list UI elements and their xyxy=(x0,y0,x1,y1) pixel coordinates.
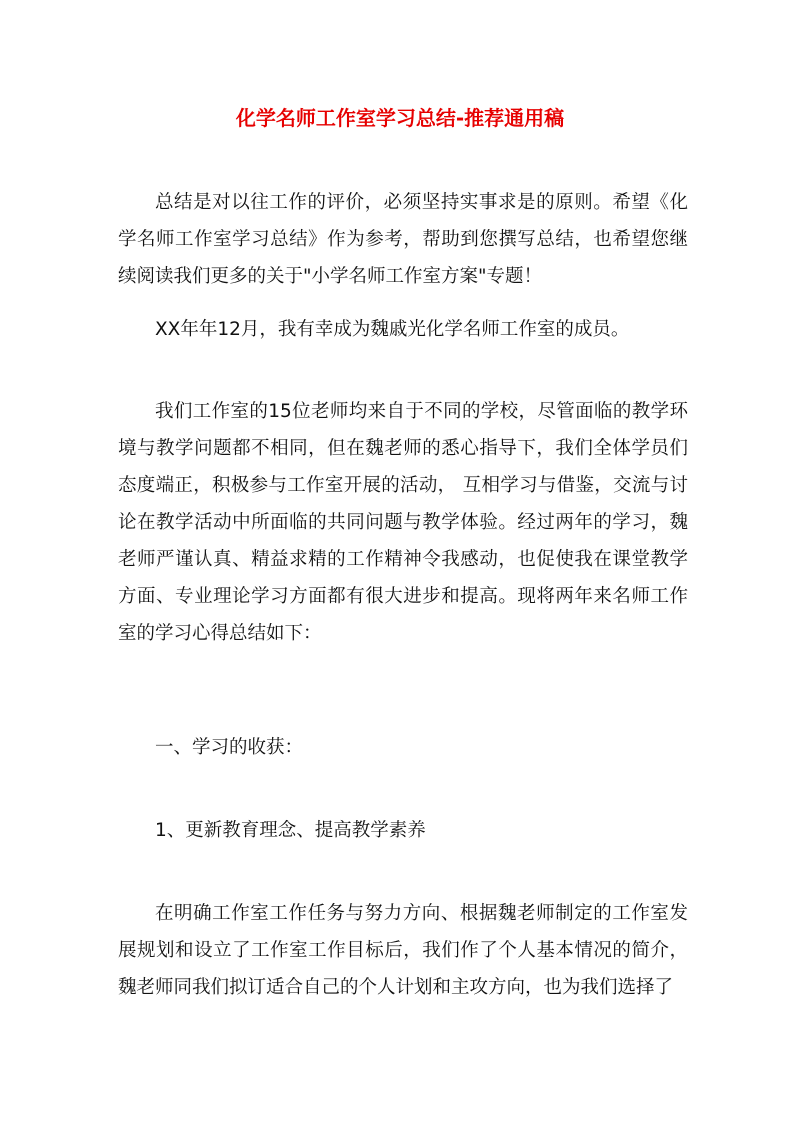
section-heading-gains: 一、学习的收获： xyxy=(155,737,304,758)
intro-paragraph: 总结是对以往工作的评价，必须坚持实事求是的原则。希望《化学名师工作室学习总结》作为参考，帮助到您撰写总结，也希望您继续阅读我们更多的关于"小学名师工作室方案"专题！ xyxy=(118,192,688,287)
paragraph-join-date: XX年年12月，我有幸成为魏戚光化学名师工作室的成员。 xyxy=(155,319,630,340)
paragraph-work-plan: 在明确工作室工作任务与努力方向、根据魏老师制定的工作室发展规划和设立了工作室工作目标后，我们作了个人基本情况的简介，魏老师同我们拟订适合自己的个人计划和主攻方向，也为我们选择了 xyxy=(118,903,688,998)
subsection-heading-education-concept: 1、更新教育理念、提高教学素养 xyxy=(155,820,426,841)
document-title: 化学名师工作室学习总结-推荐通用稿 xyxy=(235,106,565,130)
paragraph-studio-overview: 我们工作室的15位老师均来自于不同的学校，尽管面临的教学环境与教学问题都不相同，但在魏老师的悉心指导下，我们全体学员们态度端正，积极参与工作室开展的活动， 互相学习与借鉴，交流与讨论在教学活动中所面临的共同问题与教学体验。经过两年的学习，魏老师严谨认真、精益求精的工作精神令我感动，也促使我在课堂教学方面、专业理论学习方面都有很大进步和提高。现将两年来名师工作室的学习心得总结如下： xyxy=(118,401,688,644)
